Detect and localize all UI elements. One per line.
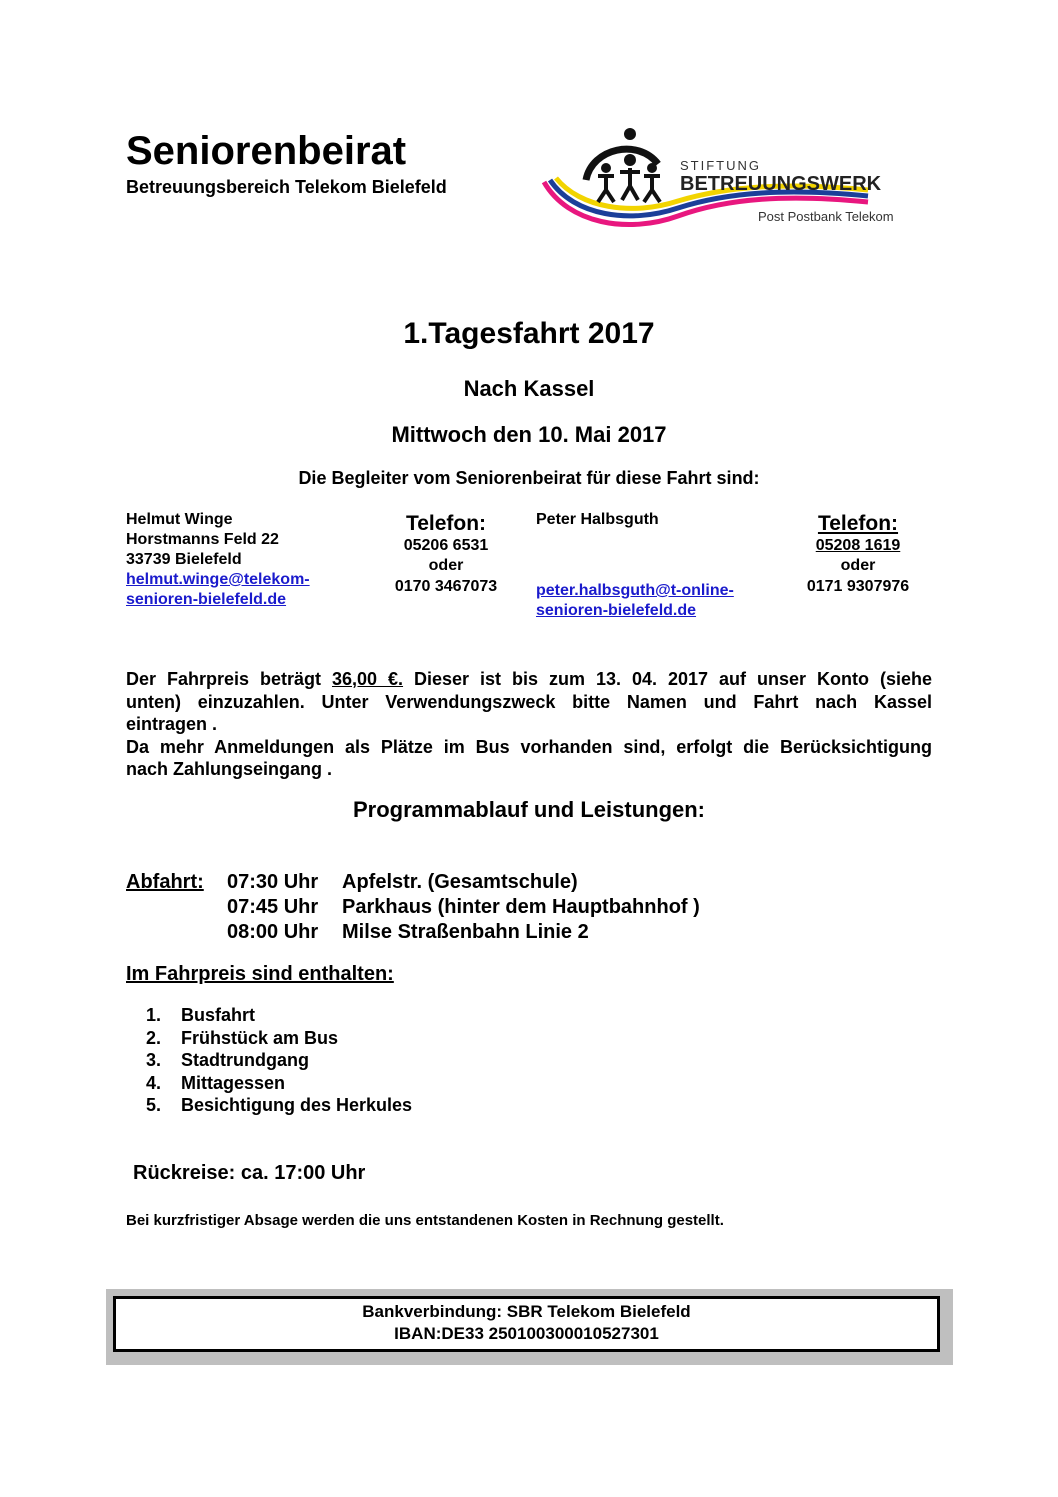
logo-text-companies: Post Postbank Telekom (758, 209, 894, 224)
departure-place: Parkhaus (hinter dem Hauptbahnhof ) (342, 896, 700, 918)
phone-number: 05206 6531 (403, 537, 489, 554)
contact-street: Horstmanns Feld 22 (126, 531, 279, 548)
bank-iban: IBAN:DE33 250100300010527301 (394, 1324, 659, 1343)
phone-number: 0170 3467073 (394, 578, 498, 595)
list-item: 4. Mittagessen (146, 1072, 286, 1093)
departure-time: 07:30 Uhr (227, 871, 319, 893)
contact-peter (536, 510, 734, 621)
departure-label: Abfahrt: (126, 871, 204, 893)
departure-row (126, 895, 700, 920)
logo-text-stiftung: STIFTUNG (680, 158, 761, 173)
departure-schedule (126, 870, 700, 945)
phone-or: oder (840, 557, 876, 574)
contact-name: Peter Halbsguth (536, 511, 659, 528)
phone-label: Telefon: (405, 512, 487, 535)
departure-row (126, 920, 700, 945)
price: 36,00 €. (332, 669, 404, 689)
event-title: 1.Tagesfahrt 2017 (403, 317, 655, 350)
page-title: Seniorenbeirat (126, 129, 407, 173)
companions-heading: Die Begleiter vom Seniorenbeirat für diese Fahrt sind: (298, 468, 760, 488)
contact-email-link[interactable]: peter.halbsguth@t-online- (536, 582, 734, 599)
list-item: 2. Frühstück am Bus (146, 1027, 339, 1048)
bank-name: Bankverbindung: SBR Telekom Bielefeld (362, 1302, 691, 1321)
payment-paragraph (126, 668, 932, 781)
departure-row (126, 870, 700, 895)
departure-time: 07:45 Uhr (227, 896, 319, 918)
event-destination: Nach Kassel (463, 376, 595, 401)
departure-place: Milse Straßenbahn Linie 2 (342, 921, 589, 943)
betreuungswerk-logo (538, 124, 928, 236)
phone-or: oder (428, 557, 464, 574)
page-subtitle: Betreuungsbereich Telekom Bielefeld (126, 177, 447, 197)
list-item: 5. Besichtigung des Herkules (146, 1095, 413, 1116)
contact-city: 33739 Bielefeld (126, 551, 242, 568)
contact-peter-phones (790, 512, 926, 597)
event-date: Mittwoch den 10. Mai 2017 (391, 422, 667, 447)
list-item: 3. Stadtrundgang (146, 1050, 309, 1071)
contact-name: Helmut Winge (126, 511, 233, 528)
departure-time: 08:00 Uhr (227, 921, 319, 943)
contact-email-link-cont[interactable]: senioren-bielefeld.de (536, 602, 697, 619)
program-heading: Programmablauf und Leistungen: (352, 797, 706, 822)
payment-line: Da mehr Anmeldungen als Plätze im Bus vorhanden sind, erfolgt die Berücksichtigung (126, 736, 932, 757)
phone-label: Telefon: (817, 512, 899, 535)
departure-place: Apfelstr. (Gesamtschule) (342, 871, 578, 893)
phone-number: 05208 1619 (815, 537, 901, 554)
included-list (146, 1004, 412, 1117)
contact-helmut (126, 510, 310, 610)
included-heading: Im Fahrpreis sind enthalten: (126, 963, 394, 985)
list-item: 1. Busfahrt (146, 1005, 256, 1025)
payment-line: eintragen . (126, 714, 218, 734)
return-time: Rückreise: ca. 17:00 Uhr (133, 1162, 366, 1184)
contact-email-link-cont[interactable]: senioren-bielefeld.de (126, 591, 287, 608)
payment-line: unten) einzuzahlen. Unter Verwendungszweck bitte Namen und Fahrt nach Kassel (126, 691, 932, 712)
logo-text-betreuungswerk: BETREUUNGSWERK (680, 173, 882, 195)
phone-number: 0171 9307976 (806, 578, 910, 595)
cancellation-note: Bei kurzfristiger Absage werden die uns entstandenen Kosten in Rechnung gestellt. (126, 1212, 724, 1229)
contact-email-link[interactable]: helmut.winge@telekom- (126, 571, 310, 588)
payment-line: Der Fahrpreis beträgt 36,00 €. Dieser ist bis zum 13. 04. 2017 auf unser Konto (siehe (126, 669, 932, 689)
bank-details-box (113, 1296, 940, 1352)
contact-helmut-phones (378, 512, 514, 597)
payment-line: nach Zahlungseingang . (126, 759, 333, 779)
